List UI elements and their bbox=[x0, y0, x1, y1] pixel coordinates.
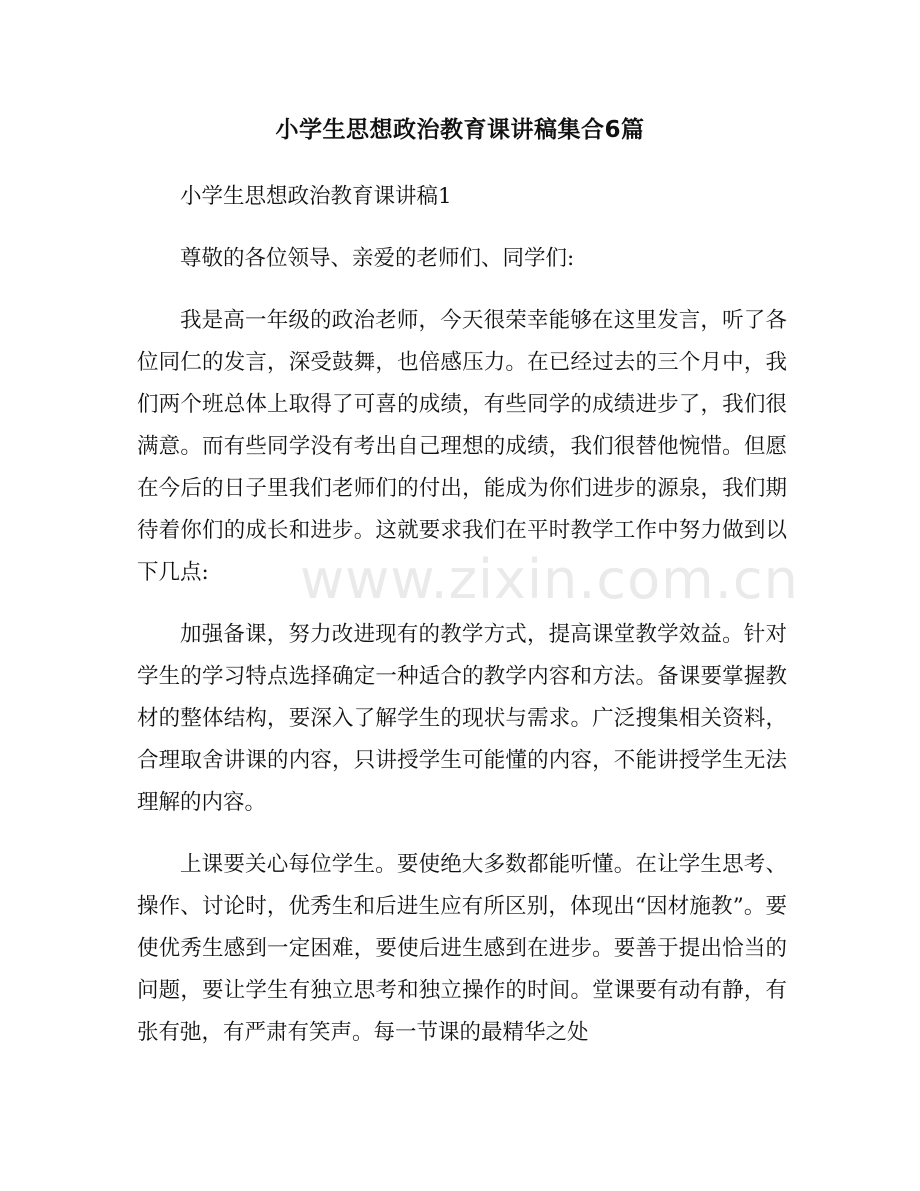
salutation: 尊敬的各位领导、亲爱的老师们、同学们: bbox=[180, 246, 575, 271]
paragraph: 上课要关心每位学生。要使绝大多数都能听懂。在让学生思考、操作、讨论时，优秀生和后进生应有所区别，体现出“因材施教”。要使优秀生感到一定困难，要使后进生感到在进步。要善于提出恰当的问题，要让学生有独立思考和独立操作的时间。堂课要有动有静，有张有弛，有严肃有笑声。每一节课的最精华之处 bbox=[137, 852, 787, 1045]
document-body bbox=[137, 176, 787, 1074]
section-heading: 小学生思想政治教育课讲稿1 bbox=[180, 184, 452, 209]
paragraph: 加强备课，努力改进现有的教学方式，提高课堂教学效益。针对学生的学习特点选择确定一种适合的教学内容和方法。备课要掌握教材的整体结构，要深入了解学生的现状与需求。广泛搜集相关资料，合理取舍讲课的内容，只讲授学生可能懂的内容，不能讲授学生无法理解的内容。 bbox=[137, 622, 787, 815]
document-title: 小学生思想政治教育课讲稿集合6篇 bbox=[275, 117, 645, 143]
paragraph: 我是高一年级的政治老师，今天很荣幸能够在这里发言，听了各位同仁的发言，深受鼓舞，也倍感压力。在已经过去的三个月中，我们两个班总体上取得了可喜的成绩，有些同学的成绩进步了，我们很满意。而有些同学没有考出自己理想的成绩，我们很替他惋惜。但愿在今后的日子里我们老师们的付出，能成为你们进步的源泉，我们期待着你们的成长和进步。这就要求我们在平时教学工作中努力做到以下几点: bbox=[137, 308, 787, 585]
watermark: www.zixin.com.cn bbox=[300, 548, 799, 611]
